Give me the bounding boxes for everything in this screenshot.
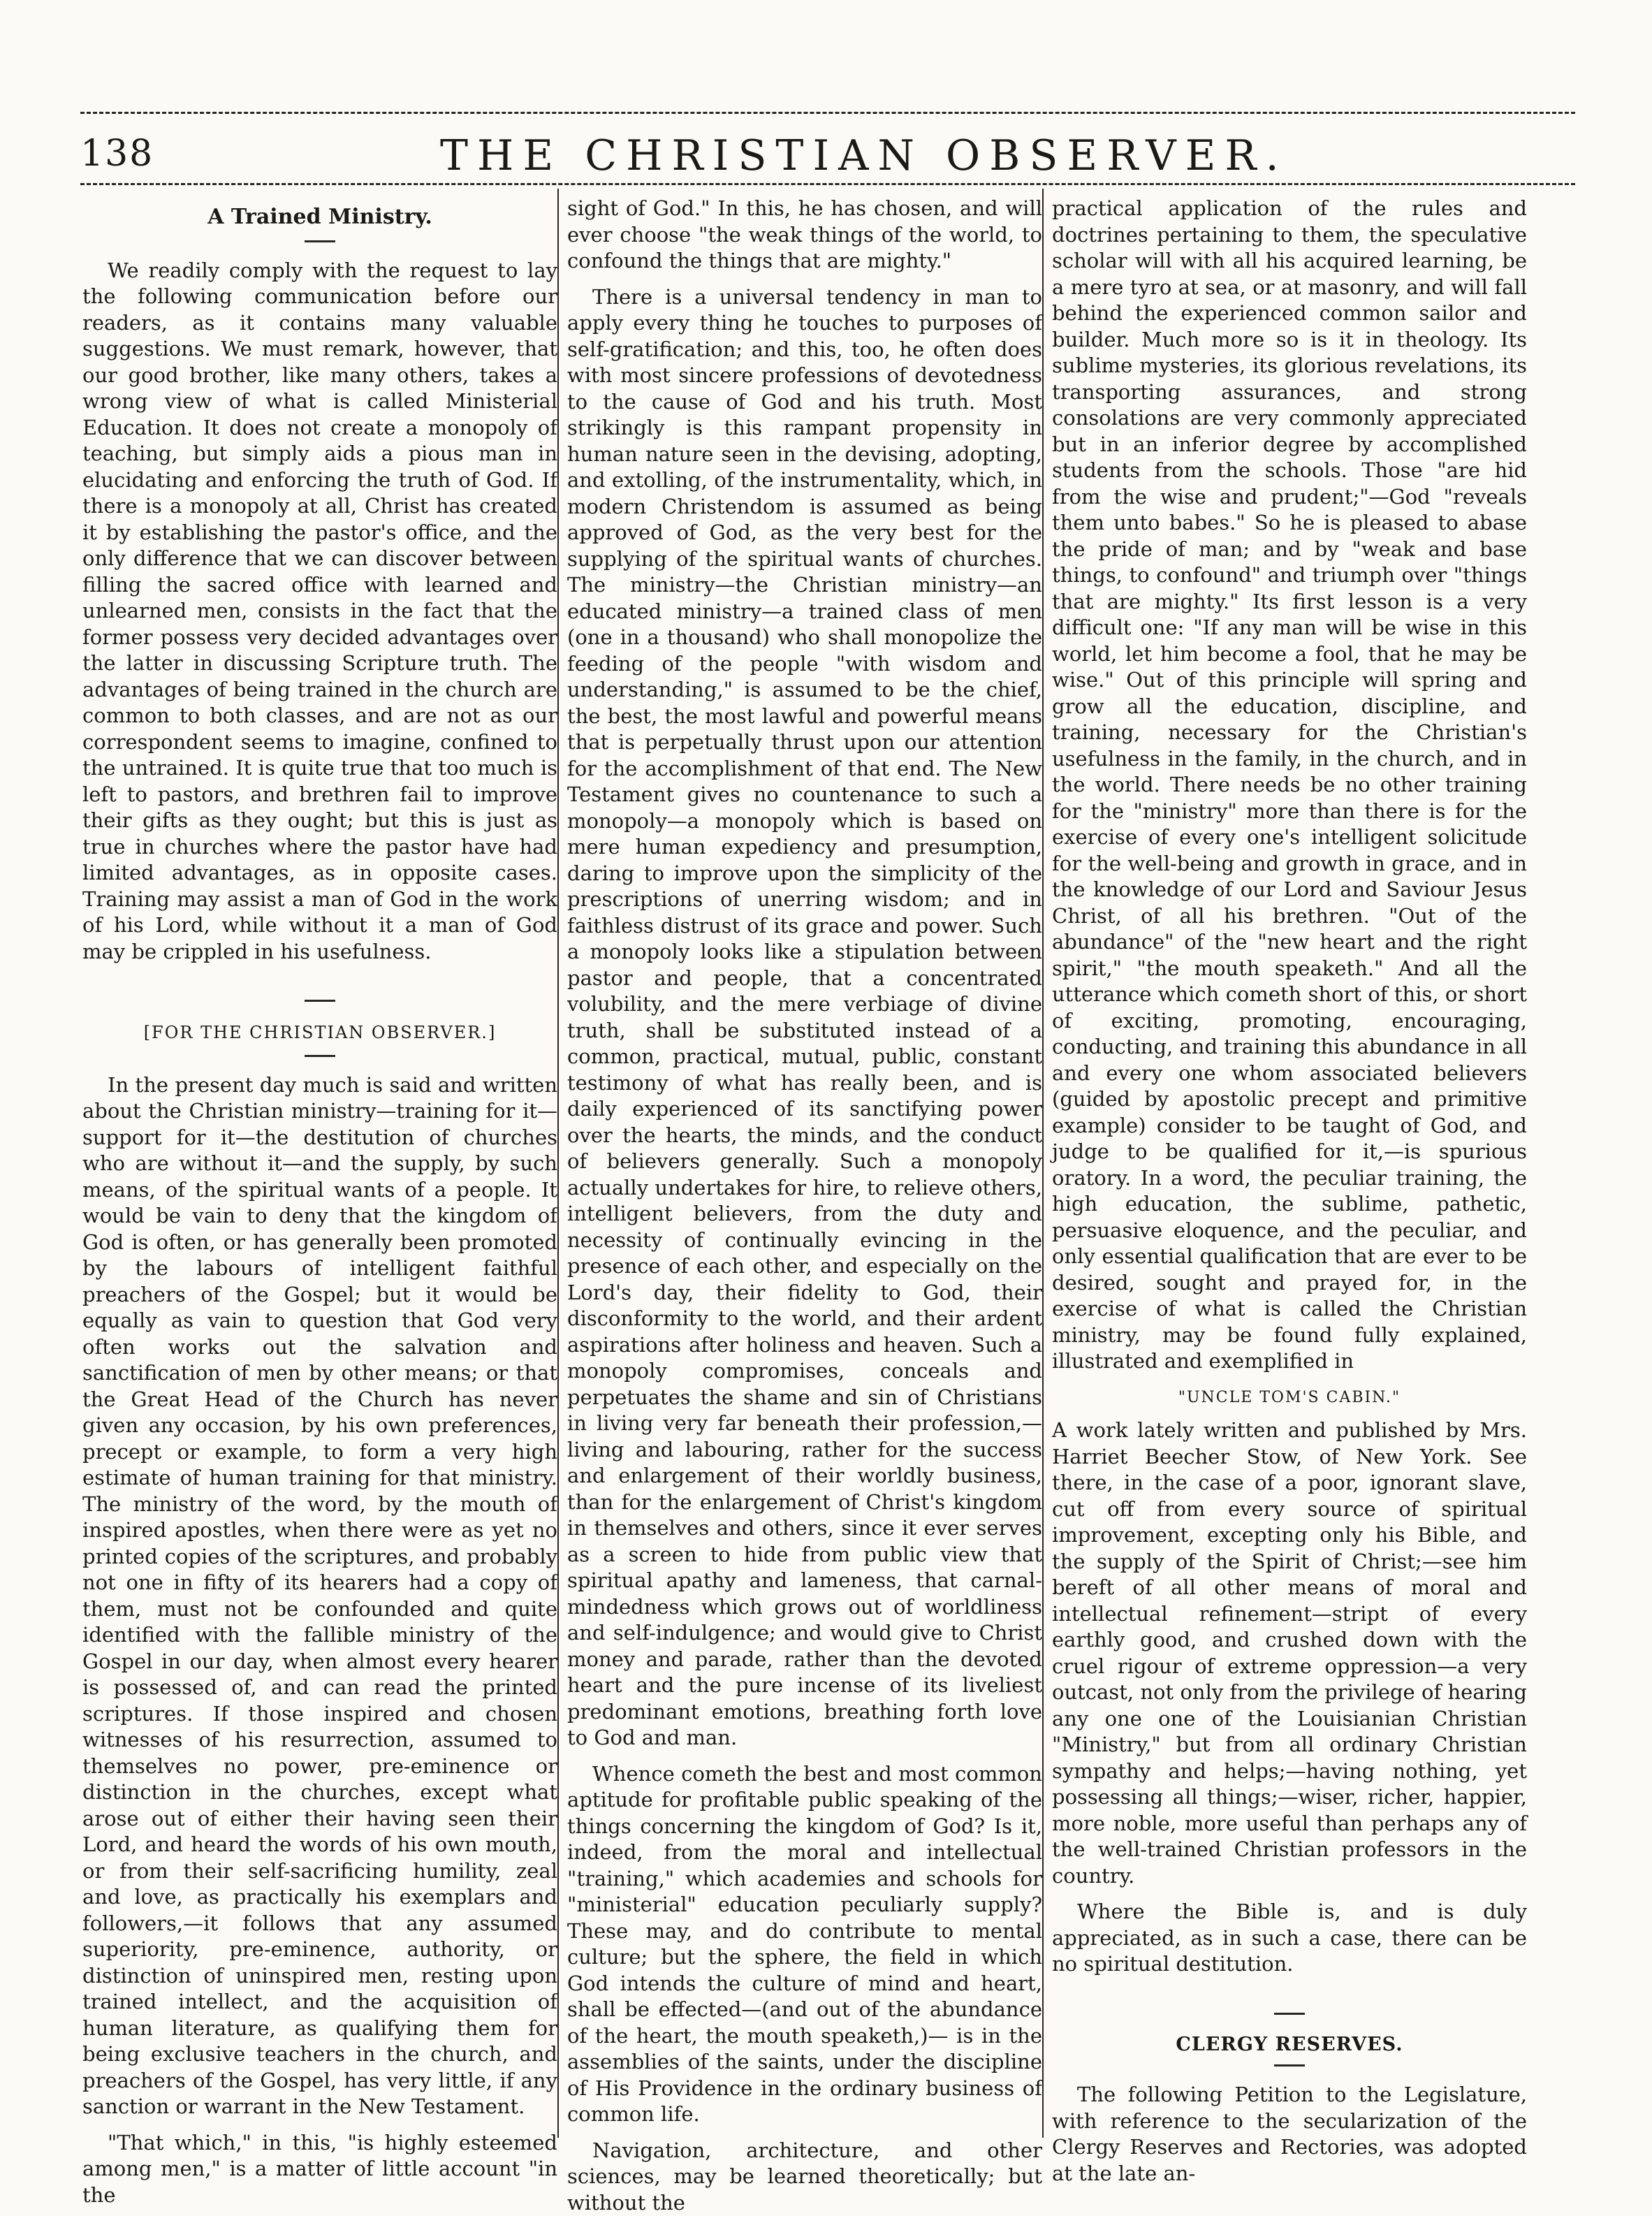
body-paragraph: sight of God." In this, he has chosen, and will ever choose "the weak things of the world, to confound the things that are mighty." (567, 196, 1042, 275)
article-heading: A Trained Ministry. (82, 204, 557, 231)
body-paragraph: Navigation, architecture, and other sciences, may be learned theoretically; but without the (567, 2138, 1042, 2216)
book-title: "UNCLE TOM'S CABIN." (1052, 1385, 1527, 1411)
body-paragraph: The following Petition to the Legislature, with reference to the secularization of the Clergy Reserves and Rectories, was adopted at the late an- (1052, 2082, 1527, 2187)
body-paragraph: There is a universal tendency in man to apply every thing he touches to purposes of self-gratification; and this, too, he often does with most sincere professions of devotedness to the cause of God and his truth. Most strikingly is this rampant propensity in human nature seen in the devising, adopting, and extolling, of the instrumentality, which, in modern Christendom is assumed as being approved of God, as the very best for the supplying of the spiritual wants of churches. The ministry—the Christian ministry—an educated ministry—a trained class of men (one in a thousand) who shall monopolize the feeding of the people "with wisdom and understanding," is assumed to be the chief, the best, the most lawful and powerful means that is perpetually thrust upon our attention for the accomplishment of that end. The New Testament gives no countenance to such a monopoly—a monopoly which is based on mere human expediency and presumption, daring to improve upon the simplicity of the prescriptions of unerring wisdom; and in faithless distrust of its grace and power. Such a monopoly looks like a stipulation between pastor and people, that a concentrated volubility, and the mere verbiage of divine truth, shall be substituted instead of a common, practical, mutual, public, constant testimony of what has really been, and is daily experienced of its sanctifying power over the hearts, the minds, and the conduct of believers generally. Such a monopoly actually undertakes for hire, to relieve others, intelligent believers, from the duty and necessity of continually evincing in the presence of each other, and especially on the Lord's day, their fidelity to God, their disconformity to the world, and their ardent aspirations after holiness and heaven. Such a monopoly compromises, conceals and perpetuates the shame and sin of Christians in living very far beneath their profession,—living and labouring, rather for the success and enlargement of their worldly business, than for the enlargement of Christ's kingdom in themselves and others, since it ever serves as a screen to hide from public view that spiritual apathy and lameness, that carnal-mindedness which grows out of worldliness and self-indulgence; and would give to Christ money and parade, rather than the devoted heart and the pure incense of its liveliest predominant emotions, breathing forth love to God and man. (567, 284, 1042, 1751)
heading-rule (305, 1055, 335, 1057)
body-paragraph: A work lately written and published by Mrs. Harriet Beecher Stow, of New York. See there, in the case of a poor, ignorant slave, cut off from every source of spiritual improvement, excepting only his Bible, and the supply of the Spirit of Christ;—see him bereft of all other means of moral and intellectual refinement—stript of every earthly good, and crushed down with the cruel rigour of extreme oppression—a very outcast, not only from the privilege of hearing any one one of the Louisianian Christian "Ministry," but from all ordinary Christian sympathy and helps;—having nothing, yet possessing all things;—wiser, richer, happier, more noble, more useful than perhaps any of the well-trained Christian professors in the country. (1052, 1417, 1527, 1889)
column-divider (1042, 189, 1044, 2138)
masthead-title: THE CHRISTIAN OBSERVER. (440, 131, 1288, 180)
header-dashed-rule (80, 183, 1575, 185)
column-2 (567, 196, 1042, 2131)
section-rule (1274, 2013, 1305, 2015)
section-subheading: [FOR THE CHRISTIAN OBSERVER.] (82, 1020, 557, 1047)
body-paragraph: Where the Bible is, and is duly appreciated, as in such a case, there can be no spiritual destitution. (1052, 1899, 1527, 1978)
column-1 (82, 196, 557, 2131)
editor-note-paragraph: We readily comply with the request to lay the following communication before our readers, as it contains many valuable suggestions. We must remark, however, that our good brother, like many others, takes a wrong view of what is called Ministerial Education. It does not create a monopoly of teaching, but simply aids a pious man in elucidating and enforcing the truth of God. If there is a monopoly at all, Christ has created it by establishing the pastor's office, and the only difference that we can discover between filling the sacred office with learned and unlearned men, consists in the fact that the former possess very decided advantages over the latter in discussing Scripture truth. The advantages of being trained in the church are common to both classes, and are not as our correspondent seems to imagine, confined to the untrained. It is quite true that too much is left to pastors, and brethren fail to improve their gifts as they ought; but this is just as true in churches where the pastor have had limited advantages, as in opposite cases. Training may assist a man of God in the work of his Lord, while without it a man of God may be crippled in his usefulness. (82, 258, 557, 965)
body-paragraph: In the present day much is said and written about the Christian ministry—training for it—support for it—the destitution of churches who are without it—and the supply, by such means, of the spiritual wants of a people. It would be vain to deny that the kingdom of God is often, or has generally been promoted by the labours of intelligent faithful preachers of the Gospel; but it would be equally as vain to question that God very often works out the salvation and sanctification of men by other means; or that the Great Head of the Church has never given any occasion, by his own preferences, precept or example, to form a very high estimate of human training for that ministry. The ministry of the word, by the mouth of inspired apostles, when there were as yet no printed copies of the scriptures, and probably not one in fifty of its hearers had a copy of them, must not be confounded and quite identified with the fallible ministry of the Gospel in our day, when almost every hearer is possessed of, and can read the printed scriptures. If those inspired and chosen witnesses of his resurrection, assumed to themselves no power, pre-eminence or distinction in the churches, except what arose out of either their having seen their Lord, and heard the words of his own mouth, or from their self-sacrificing humility, zeal and love, as practically his exemplars and followers,—it follows that any assumed superiority, pre-eminence, authority, or distinction of uninspired men, resting upon trained intellect, and the acquisition of human literature, as qualifying them for being exclusive teachers in the church, and preachers of the Gospel, has very little, if any sanction or warrant in the New Testament. (82, 1072, 557, 2120)
page-number: 138 (80, 133, 154, 175)
column-3 (1052, 196, 1527, 2131)
body-paragraph: practical application of the rules and doctrines pertaining to them, the speculative scholar will with all his acquired learning, be a mere tyro at sea, or at masonry, and will fall behind the experienced common sailor and builder. Much more so is it in theology. Its sublime mysteries, its glorious revelations, its transporting assurances, and strong consolations are very commonly appreciated but in an inferior degree by accomplished students from the schools. Those "are hid from the wise and prudent;"—God "reveals them unto babes." So he is pleased to abase the pride of man; and by "weak and base things, to confound" and triumph over "things that are mighty." Its first lesson is a very difficult one: "If any man will be wise in this world, let him become a fool, that he may be wise." Out of this principle will spring and grow all the education, discipline, and training, necessary for the Christian's usefulness in the family, in the church, and in the world. There needs be no other training for the "ministry" more than there is for the exercise of every one's intelligent solicitude for the well-being and growth in grace, and in the knowledge of our Lord and Saviour Jesus Christ, of all his brethren. "Out of the abundance" of the "new heart and the right spirit," "the mouth speaketh." And all the utterance which cometh short of this, or short of exciting, promoting, encouraging, conducting, and training this abundance in all and every one whom associated believers (guided by apostolic precept and primitive example) consider to be taught of God, and judge to be qualified for it,—is spurious oratory. In a word, the peculiar training, the high education, the sublime, pathetic, persuasive eloquence, and the peculiar, and only essential qualification that are ever to be desired, sought and prayed for, in the exercise of what is called the Christian ministry, may be found fully explained, illustrated and exemplified in (1052, 196, 1527, 1375)
column-divider (557, 189, 559, 2138)
top-dashed-rule (80, 112, 1575, 114)
article-heading: CLERGY RESERVES. (1052, 2032, 1527, 2058)
body-paragraph: "That which," in this, "is highly esteemed among men," is a matter of little account "in the (82, 2130, 557, 2209)
body-paragraph: Whence cometh the best and most common aptitude for profitable public speaking of the things concerning the kingdom of God? Is it, indeed, from the moral and intellectual "training," which academies and schools for "ministerial" education peculiarly supply? These may, and do contribute to mental culture; but the sphere, the field in which God intends the culture of mind and heart, shall be effected—(and out of the abundance of the heart, the mouth speaketh,)— is in the assemblies of the saints, under the discipline of His Providence in the ordinary business of common life. (567, 1761, 1042, 2128)
heading-rule (1274, 2064, 1305, 2066)
heading-rule (305, 240, 335, 242)
section-rule (305, 1000, 335, 1002)
